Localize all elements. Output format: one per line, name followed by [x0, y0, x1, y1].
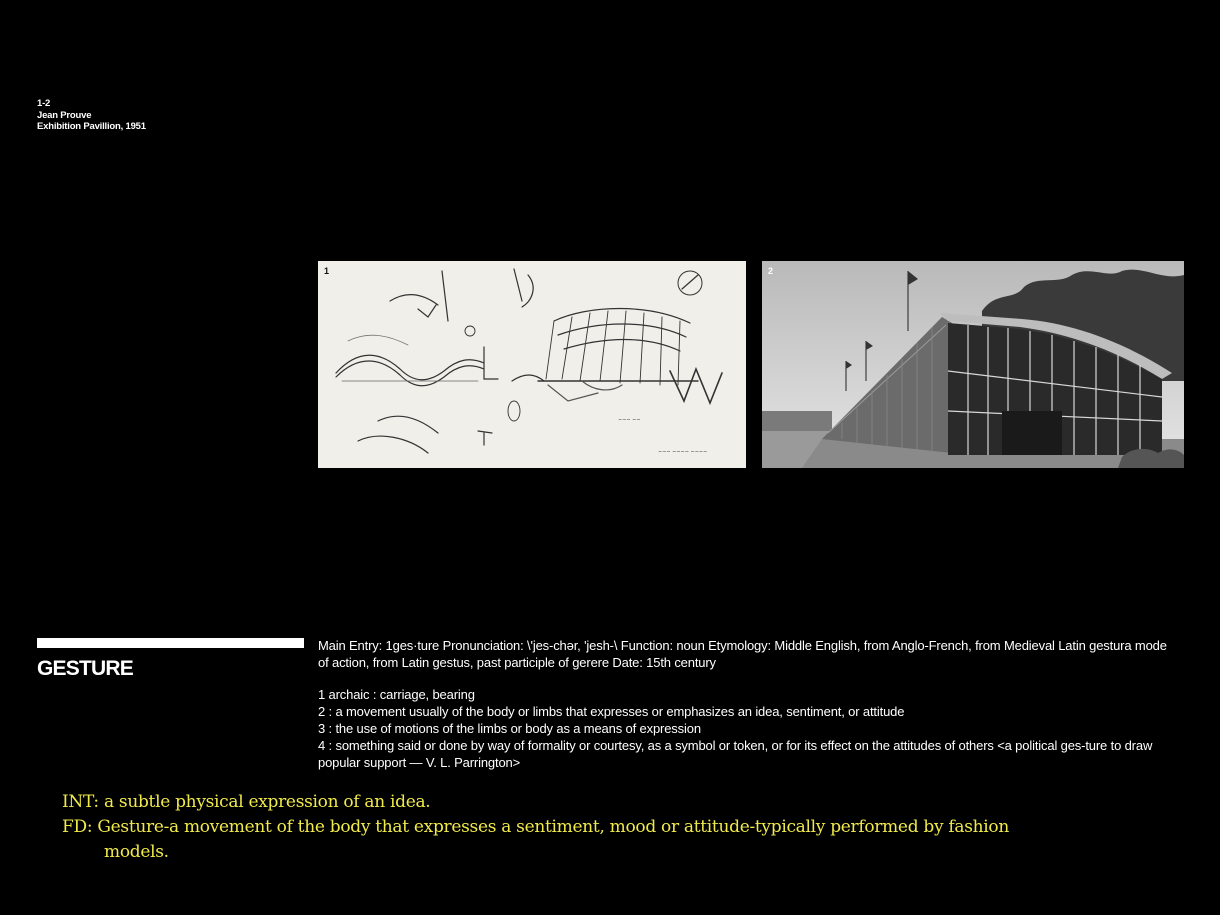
note-int: INT: a subtle physical expression of an idea.: [62, 792, 431, 812]
note-fd-continuation: models.: [104, 842, 169, 862]
note-fd: FD: Gesture-a movement of the body that expresses a sentiment, mood or attitude-typically performed by fashion: [62, 817, 1009, 837]
figure-1-sketch: [318, 261, 746, 468]
section-rule: [37, 638, 304, 648]
definition-entry: Main Entry: 1ges·ture Pronunciation: \'jes-chər, 'jesh-\ Function: noun Etymology: Middle English, from Anglo-French, from Medieval Latin gestura mode of action, from Latin gestus, past participle of gerere Date: 15th century: [318, 638, 1167, 670]
definition-sense-4: 4 : something said or done by way of formality or courtesy, as a symbol or token, or for its effect on the attitudes of others <a political ges-ture to draw popular support — V. L. Parrington>: [318, 738, 1153, 770]
sketch-drawing: [318, 261, 746, 468]
caption-figure-range: 1-2: [37, 98, 51, 109]
dictionary-definition: [318, 637, 1178, 771]
definition-sense-2: 2 : a movement usually of the body or limbs that expresses or emphasizes an idea, sentiment, or attitude: [318, 704, 905, 719]
definition-sense-1: 1 archaic : carriage, bearing: [318, 687, 475, 702]
section-title: GESTURE: [37, 657, 133, 680]
figure-2-number: 2: [768, 266, 774, 276]
annotation-notes: [62, 790, 1192, 865]
pavilion-photo: [762, 261, 1184, 468]
definition-sense-3: 3 : the use of motions of the limbs or body as a means of expression: [318, 721, 701, 736]
caption-architect: Jean Prouve: [37, 109, 92, 121]
svg-text:~~~ ~~: ~~~ ~~: [618, 417, 641, 423]
svg-text:~~~ ~~~~ ~~~~: ~~~ ~~~~ ~~~~: [658, 449, 708, 455]
figure-1-number: 1: [324, 266, 330, 276]
figure-2-photograph: [762, 261, 1184, 468]
figure-caption: [37, 98, 146, 133]
caption-work: Exhibition Pavillion, 1951: [37, 121, 146, 132]
